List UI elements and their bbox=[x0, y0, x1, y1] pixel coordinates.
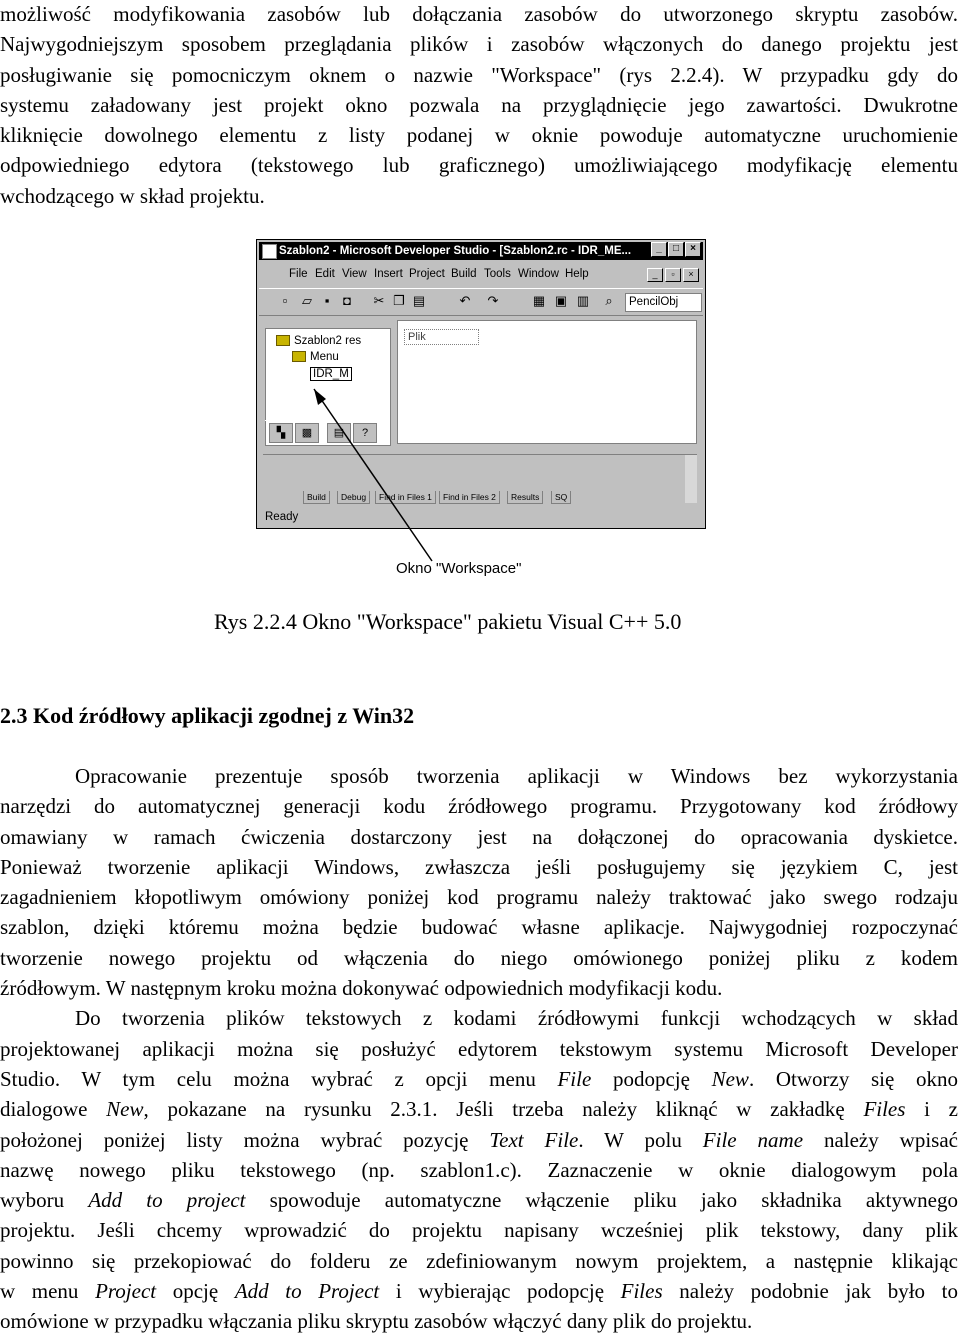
text-line: szablon, dzięki któremu można będzie budować własne aplikacje. Najwygodniej rozpoczynać bbox=[0, 915, 958, 940]
find-icon: ⌕ bbox=[605, 293, 613, 308]
output-tab: SQ bbox=[551, 491, 571, 504]
mdi-close-icon: × bbox=[683, 268, 699, 282]
menu-tools: Tools bbox=[484, 268, 511, 280]
text-line: posługiwanie się pomocniczym oknem o nazwie "Workspace" (rys 2.2.4). W przypadku gdy do bbox=[0, 62, 958, 87]
paste-icon: ▤ bbox=[412, 293, 426, 308]
minimize-icon: _ bbox=[651, 242, 667, 257]
text-line: możliwość modyfikowania zasobów lub dołączania zasobów do utworzonego skryptu zasobów. bbox=[0, 2, 958, 26]
status-bar: Ready bbox=[265, 511, 299, 523]
mdi-minimize-icon: _ bbox=[647, 268, 663, 282]
text-line: kliknięcie dowolnego elementu z listy podanej w oknie powoduje automatyczne uruchomienie bbox=[0, 123, 958, 148]
infoview-tab-icon: ? bbox=[353, 423, 377, 443]
copy-icon: ❐ bbox=[393, 293, 405, 308]
menu-file: File bbox=[289, 268, 308, 280]
text-line: wchodzącego w skład projektu. bbox=[0, 183, 265, 208]
toolbar-combo: PencilObj bbox=[625, 293, 702, 312]
text-line: powinno się przekopiować do folderu ze zdefiniowanym nowym projektem, a następnie klikając bbox=[0, 1248, 958, 1273]
text-line: projektowanej aplikacji można się posłużyć edytorem tekstowym systemu Microsoft Developer bbox=[0, 1036, 958, 1061]
tree-leaf: IDR_M bbox=[310, 367, 352, 381]
menu-insert: Insert bbox=[374, 268, 403, 280]
new-icon: ▫ bbox=[282, 293, 288, 308]
redo-icon: ↷ bbox=[487, 293, 499, 308]
section-heading: 2.3 Kod źródłowy aplikacji zgodnej z Win32 bbox=[0, 703, 415, 728]
text-line: omówione w przypadku włączania pliku skryptu zasobów włączyć dany plik do projektu. bbox=[0, 1309, 753, 1334]
text-line: źródłowym. W następnym kroku można dokonywać odpowiednich modyfikacji kodu. bbox=[0, 976, 723, 1001]
output-tab: Find in Files 2 bbox=[439, 491, 500, 504]
menu-project: Project bbox=[409, 268, 445, 280]
menu-edit: Edit bbox=[315, 268, 335, 280]
undo-icon: ↶ bbox=[459, 293, 471, 308]
mdi-restore-icon: ▫ bbox=[665, 268, 681, 282]
fileview-tab-icon: ▤ bbox=[327, 423, 351, 443]
cut-icon: ✂ bbox=[373, 293, 385, 308]
text-line: Opracowanie prezentuje sposób tworzenia aplikacji w Windows bez wykorzystania bbox=[75, 764, 958, 788]
output-tab: Debug bbox=[337, 491, 370, 504]
text-line: w menu Project opcję Add to Project i wybierając podopcję Files należy podobnie jak było to bbox=[0, 1279, 958, 1304]
menu-build: Build bbox=[451, 268, 477, 280]
arrow-label: Okno "Workspace" bbox=[396, 560, 522, 577]
resourceview-tab-icon: ▩ bbox=[295, 423, 319, 443]
output-icon: ▣ bbox=[554, 293, 568, 308]
text-line: nazwę nowego pliku tekstowego (np. szablon1.c). Zaznaczenie w oknie dialogowym pola bbox=[0, 1157, 958, 1182]
output-tab: Results bbox=[507, 491, 543, 504]
menu-window: Window bbox=[518, 268, 559, 280]
text-line: Studio. W tym celu można wybrać z opcji menu File podopcję New. Otworzy się okno bbox=[0, 1066, 958, 1091]
text-line: systemu załadowany jest projekt okno pozwala na przyglądnięcie jego zawartości. Dwukrotne bbox=[0, 92, 958, 117]
window-title: Szablon2 - Microsoft Developer Studio - [Szablon2.rc - IDR_ME... bbox=[279, 245, 632, 257]
menu-item-box: Plik bbox=[404, 329, 479, 345]
text-line: tworzenie nowego projektu od włączenia do niego omówionego poniżej pliku z kodem bbox=[0, 945, 958, 970]
text-line: wyboru Add to project spowoduje automatyczne włączenie pliku jako składnika aktywnego bbox=[0, 1188, 958, 1213]
output-tab: Find in Files 1 bbox=[375, 491, 436, 504]
tree-folder: Menu bbox=[292, 351, 339, 363]
intro-paragraph bbox=[0, 0, 958, 211]
windows-icon: ▥ bbox=[576, 293, 590, 308]
text-line: położonej poniżej listy można wybrać pozycję Text File. W polu File name należy wpisać bbox=[0, 1127, 958, 1152]
body-paragraph bbox=[0, 761, 958, 1337]
output-tab: Build bbox=[303, 491, 330, 504]
tree-root: Szablon2 res bbox=[276, 335, 361, 347]
workspace-icon: ▦ bbox=[532, 293, 546, 308]
maximize-icon: □ bbox=[668, 242, 684, 257]
menu-view: View bbox=[342, 268, 367, 280]
figure-caption: Rys 2.2.4 Okno "Workspace" pakietu Visual C++ 5.0 bbox=[214, 609, 682, 634]
pointer-arrow bbox=[256, 239, 704, 579]
text-line: Do tworzenia plików tekstowych z kodami źródłowymi funkcji wchodzących w skład bbox=[75, 1006, 958, 1031]
open-icon: ▱ bbox=[302, 293, 312, 308]
menu-help: Help bbox=[565, 268, 589, 280]
text-line: omawiany w ramach ćwiczenia dostarczony jest na dołączonej do opracowania dyskietce. bbox=[0, 824, 958, 849]
close-icon: × bbox=[685, 242, 701, 257]
text-line: dialogowe New, pokazane na rysunku 2.3.1. Jeśli trzeba należy kliknąć w zakładkę Files i z bbox=[0, 1097, 958, 1122]
text-line: zagadnieniem kłopotliwym omówiony poniżej kod programu należy traktować jako swego rodzaju bbox=[0, 885, 958, 910]
text-line: Ponieważ tworzenie aplikacji Windows, zwłaszcza jeśli posługujemy się językiem C, jest bbox=[0, 854, 958, 879]
classview-tab-icon: ▚ bbox=[269, 423, 293, 443]
save-icon: ▪ bbox=[324, 293, 330, 308]
text-line: odpowiedniego edytora (tekstowego lub graficznego) umożliwiającego modyfikację elementu bbox=[0, 153, 958, 178]
save-all-icon: ◘ bbox=[343, 293, 351, 308]
text-line: projektu. Jeśli chcemy wprowadzić do projektu napisany wcześniej plik tekstowy, dany plik bbox=[0, 1218, 958, 1243]
text-line: narzędzi do automatycznej generacji kodu źródłowego programu. Przygotowany kod źródłowy bbox=[0, 794, 958, 819]
text-line: Najwygodniejszym sposobem przeglądania plików i zasobów włączonych do danego projektu jest bbox=[0, 32, 958, 57]
